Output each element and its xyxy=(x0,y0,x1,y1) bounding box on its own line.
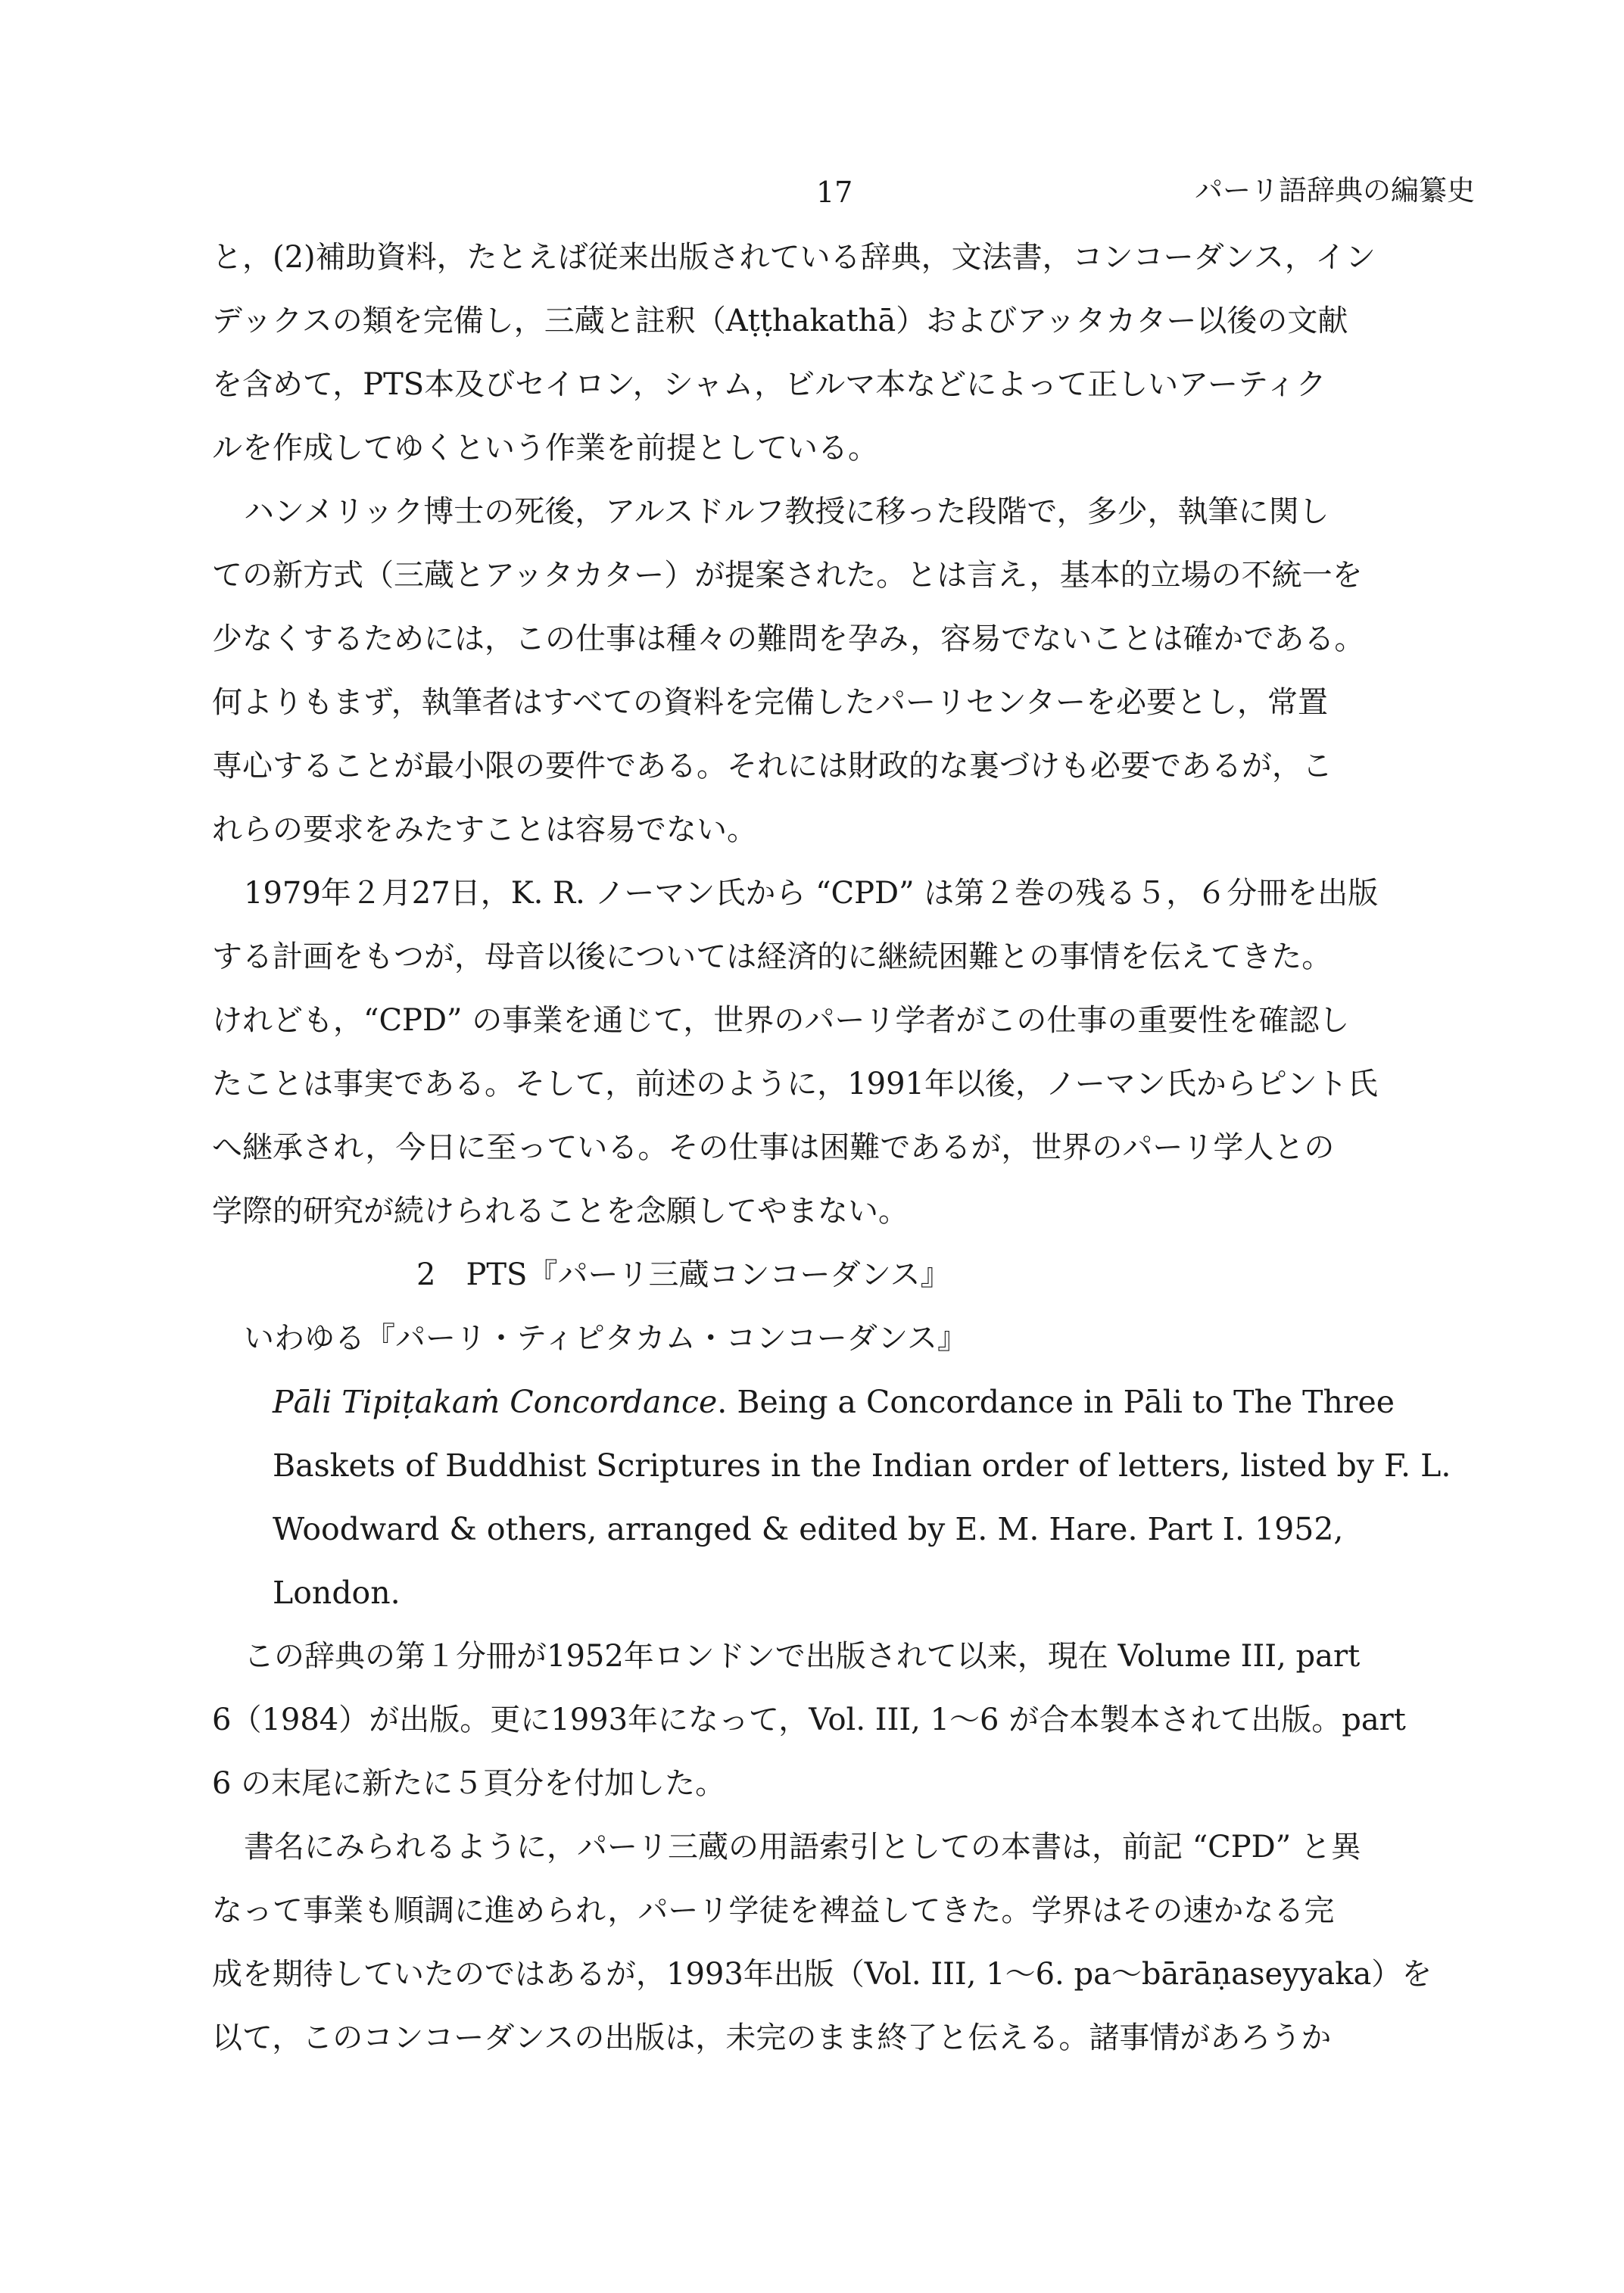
text-line: 6 の末尾に新たに５頁分を付加した。 xyxy=(212,1766,726,1801)
bibliographic-entry xyxy=(212,1370,1469,1625)
biblio-line: London. xyxy=(273,1575,401,1611)
text-line: 6（1984）が出版。更に1993年になって，Vol. III, 1〜6 が合本製本されて出版。part xyxy=(212,1703,1406,1737)
text-line: へ継承され，今日に至っている。その仕事は困難であるが，世界のパーリ学人との xyxy=(212,1130,1335,1165)
text-line: ルを作成してゆくという作業を前提としている。 xyxy=(212,431,878,466)
text-line: ハンメリック博士の死後，アルスドルフ教授に移った段階で，多少，執筆に関し xyxy=(244,494,1329,529)
text-line: ての新方式（三蔵とアッタカター）が提案された。とは言え，基本的立場の不統一を xyxy=(212,558,1363,593)
text-line: 1979年２月27日，K. R. ノーマン氏から “CPD” は第２巻の残る５，６分冊を出版 xyxy=(244,876,1379,911)
book-title: Pāli Tipiṭakaṁ Concordance xyxy=(273,1384,718,1420)
text-line: けれども，“CPD” の事業を通じて，世界のパーリ学者がこの仕事の重要性を確認し xyxy=(212,1003,1350,1038)
text-line: たことは事実である。そして，前述のように，1991年以後，ノーマン氏からピント氏 xyxy=(212,1067,1378,1101)
biblio-line: Woodward & others, arranged & edited by E. M. Hare. Part I. 1952, xyxy=(273,1511,1344,1547)
text-line: 学際的研究が続けられることを念願してやまない。 xyxy=(212,1194,909,1229)
section-subtitle: いわゆる『パーリ・ティピタカム・コンコーダンス』 xyxy=(244,1321,968,1356)
text-line: 成を期待していたのではあるが，1993年出版（Vol. III, 1〜6. pa〜bārāṇaseyyaka）を xyxy=(212,1957,1432,1992)
paragraph-4 xyxy=(212,1625,1469,1815)
text-line: 専心することが最小限の要件である。それには財政的な裏づけも必要であるが，こ xyxy=(212,749,1333,784)
text-line: なって事業も順調に進められ，パーリ学徒を裨益してきた。学界はその速かなる完 xyxy=(212,1893,1335,1928)
text-line: 少なくするためには，この仕事は種々の難問を孕み，容易でないことは確かである。 xyxy=(212,622,1365,656)
paragraph-3 xyxy=(212,861,1469,1243)
text-line: この辞典の第１分冊が1952年ロンドンで出版されて以来，現在 Volume III, part xyxy=(244,1639,1361,1674)
text-line: デックスの類を完備し，三蔵と註釈（Aṭṭhakathā）およびアッタカター以後の文献 xyxy=(212,304,1348,338)
biblio-line xyxy=(273,1370,1469,1434)
text-line: 以て，このコンコーダンスの出版は，未完のまま終了と伝える。諸事情があろうか xyxy=(212,2020,1332,2055)
text-line: する計画をもつが，母音以後については経済的に継続困難との事情を伝えてきた。 xyxy=(212,939,1333,974)
paragraph-2 xyxy=(212,480,1469,861)
running-title: パーリ語辞典の編纂史 xyxy=(1195,174,1475,207)
text-line: を含めて，PTS本及びセイロン，シャム，ビルマ本などによって正しいアーティク xyxy=(212,367,1326,402)
biblio-line: Baskets of Buddhist Scriptures in the Indian order of letters, listed by F. L. xyxy=(273,1447,1451,1484)
biblio-text: . Being a Concordance in Pāli to The Three xyxy=(717,1384,1395,1420)
text-line: 何よりもまず，執筆者はすべての資料を完備したパーリセンターを必要とし，常置 xyxy=(212,685,1328,720)
paragraph-1 xyxy=(212,226,1469,480)
text-line: と，(2)補助資料，たとえば従来出版されている辞典，文法書，コンコーダンス，イン xyxy=(212,240,1376,275)
page-number: 17 xyxy=(816,176,853,209)
text-line: れらの要求をみたすことは容易でない。 xyxy=(212,812,757,847)
section-heading: 2 PTS『パーリ三蔵コンコーダンス』 xyxy=(416,1257,951,1292)
body-text xyxy=(212,226,1469,2070)
paragraph-5 xyxy=(212,1815,1469,2070)
text-line: 書名にみられるように，パーリ三蔵の用語索引としての本書は，前記 “CPD” と異 xyxy=(244,1830,1361,1865)
